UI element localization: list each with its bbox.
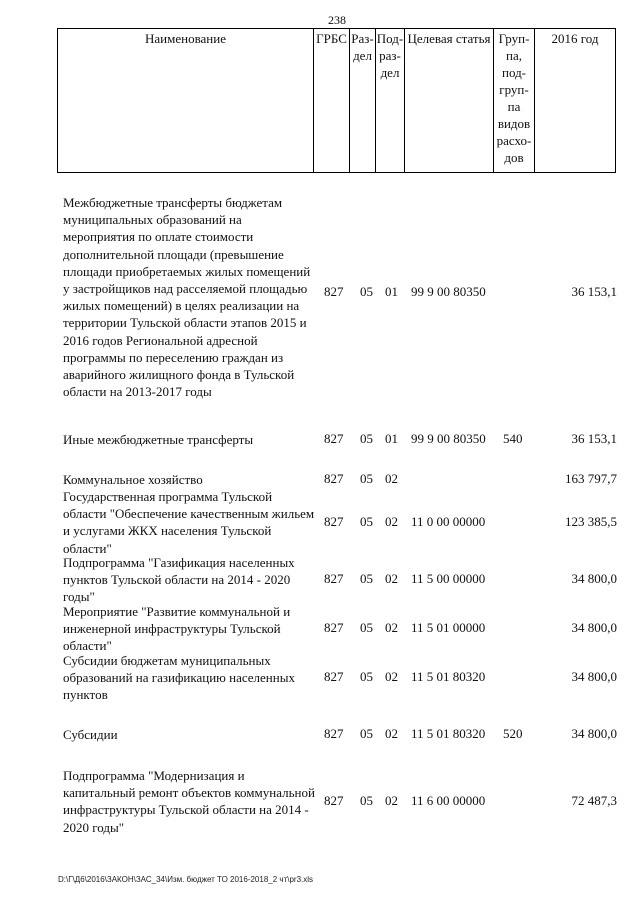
row-grbs: 827 — [324, 571, 344, 586]
row-grbs: 827 — [324, 284, 344, 299]
row-amount: 36 153,1 — [571, 431, 617, 446]
row-razdel: 05 — [360, 514, 373, 529]
row-target: 99 9 00 80350 — [411, 431, 486, 446]
row-razdel: 05 — [360, 571, 373, 586]
row-target: 99 9 00 80350 — [411, 284, 486, 299]
row-razdel: 05 — [360, 793, 373, 808]
header-group: Груп- па, под- груп- па видов расхо- дов — [494, 29, 535, 172]
row-grbs: 827 — [324, 431, 344, 446]
row-razdel: 05 — [360, 669, 373, 684]
row-grbs: 827 — [324, 726, 344, 741]
row-podrazdel: 01 — [385, 431, 398, 446]
row-target: 11 5 01 80320 — [411, 726, 486, 741]
row-group: 520 — [503, 726, 523, 741]
row-grbs: 827 — [324, 471, 344, 486]
row-podrazdel: 02 — [385, 620, 398, 635]
row-target: 11 0 00 00000 — [411, 514, 486, 529]
row-amount: 34 800,0 — [571, 620, 617, 635]
row-amount: 123 385,5 — [565, 514, 617, 529]
table-row — [0, 652, 640, 704]
row-amount: 34 800,0 — [571, 669, 617, 684]
row-razdel: 05 — [360, 726, 373, 741]
row-target: 11 6 00 00000 — [411, 793, 486, 808]
row-razdel: 05 — [360, 284, 373, 299]
table-row — [0, 767, 640, 837]
row-name: Субсидии — [63, 727, 118, 742]
header-name: Наименование — [58, 29, 314, 172]
header-target: Целевая статья — [405, 29, 494, 172]
table-row — [0, 488, 640, 558]
row-group: 540 — [503, 431, 523, 446]
page-number: 238 — [328, 13, 346, 27]
row-grbs: 827 — [324, 514, 344, 529]
row-grbs: 827 — [324, 620, 344, 635]
row-target: 11 5 01 80320 — [411, 669, 486, 684]
row-target: 11 5 01 00000 — [411, 620, 486, 635]
row-amount: 34 800,0 — [571, 571, 617, 586]
row-amount: 34 800,0 — [571, 726, 617, 741]
table-row — [0, 603, 640, 655]
table-row — [0, 726, 640, 744]
header-razdel: Раз- дел — [350, 29, 376, 172]
row-target: 11 5 00 00000 — [411, 571, 486, 586]
header-grbs: ГРБС — [314, 29, 350, 172]
row-podrazdel: 02 — [385, 669, 398, 684]
row-name: Иные межбюджетные трансферты — [63, 432, 254, 447]
row-name: Субсидии бюджетам муниципальных образований на газификацию населенных пунктов — [63, 653, 295, 703]
row-podrazdel: 02 — [385, 793, 398, 808]
row-razdel: 05 — [360, 620, 373, 635]
row-podrazdel: 02 — [385, 726, 398, 741]
row-podrazdel: 01 — [385, 284, 398, 299]
row-name: Государственная программа Тульской области "Обеспечение качественным жильем и услугами ЖКХ населения Тульской области" — [63, 489, 315, 556]
row-name: Межбюджетные трансферты бюджетам муниципальных образований на мероприятия по оплате стоимости дополнительной площади (превышение площади приобретаемых жилых помещений у застройщиков над расселяемой площадью жилых помещений) в целях реализации на территории Тульской области этапов 2015 и 2016 годов Региональной адресной программы по переселению граждан из аварийного жилищного фонда в Тульской области на 2013-2017 годы — [63, 195, 311, 400]
row-grbs: 827 — [324, 669, 344, 684]
row-podrazdel: 02 — [385, 471, 398, 486]
table-row — [0, 554, 640, 606]
row-podrazdel: 02 — [385, 514, 398, 529]
row-amount: 36 153,1 — [571, 284, 617, 299]
row-razdel: 05 — [360, 431, 373, 446]
table-header — [57, 28, 616, 173]
row-name: Коммунальное хозяйство — [63, 472, 203, 487]
row-podrazdel: 02 — [385, 571, 398, 586]
row-name: Подпрограмма "Газификация населенных пунктов Тульской области на 2014 - 2020 годы" — [63, 555, 295, 605]
row-amount: 72 487,3 — [571, 793, 617, 808]
header-podrazdel: Под- раз- дел — [376, 29, 405, 172]
row-name: Мероприятие "Развитие коммунальной и инженерной инфраструктуры Тульской области" — [63, 604, 291, 654]
row-razdel: 05 — [360, 471, 373, 486]
table-row — [0, 471, 640, 489]
table-row — [0, 431, 640, 449]
table-row — [0, 194, 640, 400]
header-year: 2016 год — [551, 31, 599, 46]
row-amount: 163 797,7 — [565, 471, 617, 486]
file-path-footer: D:\Г\Д6\2016\ЗАКОН\ЗАС_34\Изм. бюджет ТО 2016-2018_2 чт\pr3.xls — [58, 875, 314, 884]
row-name: Подпрограмма "Модернизация и капитальный ремонт объектов коммунальной инфраструктуры Тульской области на 2014 - 2020 годы" — [63, 768, 315, 835]
row-grbs: 827 — [324, 793, 344, 808]
